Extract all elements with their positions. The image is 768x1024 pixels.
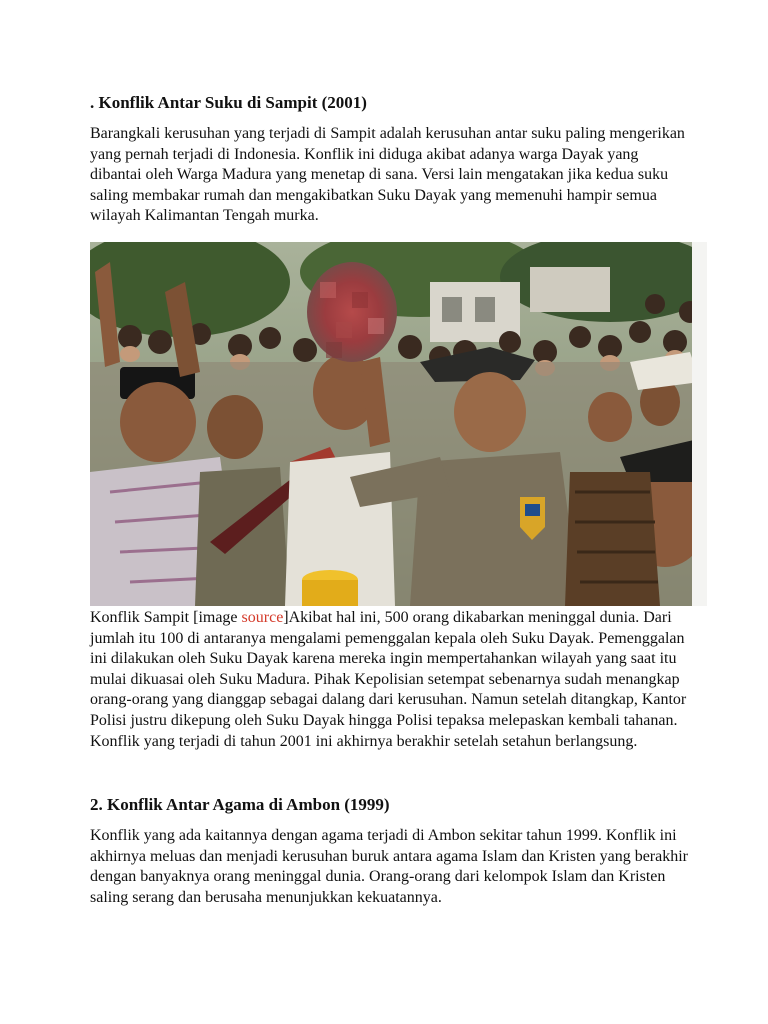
crowd-photo [90, 242, 707, 606]
paragraph-sampit-intro: Barangkali kerusuhan yang terjadi di Sampit adalah kerusuhan antar suku paling mengerikan yang pernah terjadi di Indonesia. Konflik ini diduga akibat adanya warga Dayak yang dibantai oleh Warga Madura yang menetap di sana. Versi lain mengatakan jika kedua suku saling membakar rumah dan mengakibatkan Suku Dayak yang memenuhi hampir semua wilayah Kalimantan Tengah murka. [90, 125, 685, 225]
caption-body: ]Akibat hal ini, 500 orang dikabarkan meninggal dunia. Dari jumlah itu 100 di antaranya mengalami pemenggalan kepala oleh Suku Dayak. Pemenggalan ini dilakukan oleh Suku Dayak karena mereka ingin mempertahankan wilayah yang saat itu mulai dikuasai oleh Suku Madura. Pihak Kepolisian setempat sebenarnya sudah menangkap orang-orang yang dianggap sebagai dalang dari kerusuhan. Namun setelah ditangkap, Kantor Polisi justru dikepung oleh Suku Dayak hingga Polisi tepaksa melepaskan kembali tahanan. Konflik yang terjadi di tahun 2001 ini akhirnya berakhir setelah setahun berlangsung. [90, 609, 687, 750]
photo-caption-paragraph [90, 608, 690, 752]
image-source-link[interactable]: source [241, 609, 284, 626]
section-heading-ambon: 2. Konflik Antar Agama di Ambon (1999) [90, 795, 390, 814]
paragraph-ambon: Konflik yang ada kaitannya dengan agama terjadi di Ambon sekitar tahun 1999. Konflik ini akhirnya meluas dan menjadi kerusuhan buruk antara agama Islam dan Kristen yang berakhir dengan banyaknya orang meninggal dunia. Orang-orang dari kelompok Islam dan Kristen saling serang dan berusaha menunjukkan kekuatannya. [90, 827, 689, 906]
crowd-photo-illustration [90, 242, 707, 606]
caption-prefix: Konflik Sampit [image [90, 609, 242, 626]
section-heading-sampit: . Konflik Antar Suku di Sampit (2001) [90, 93, 367, 112]
